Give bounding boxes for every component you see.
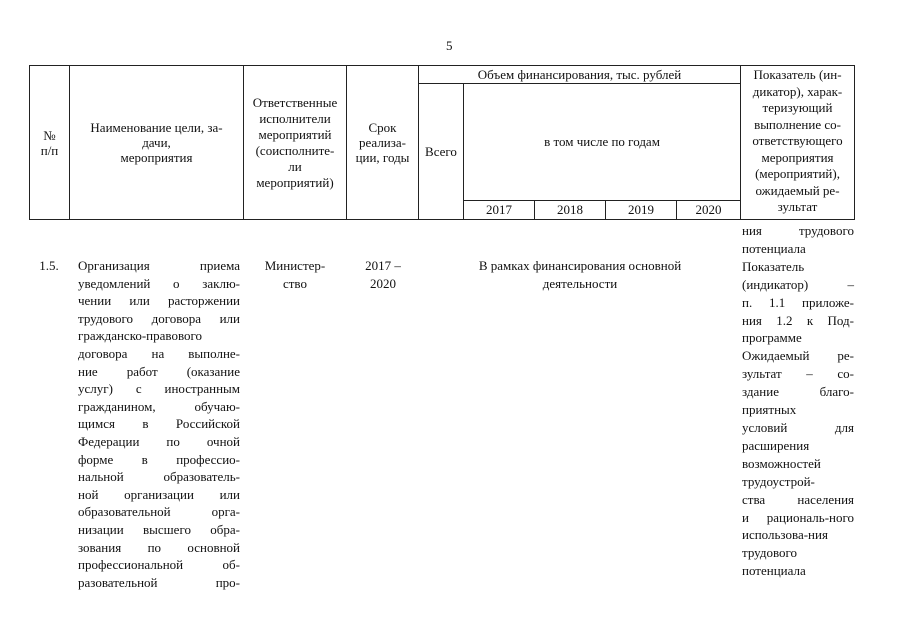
row-indicator: ния трудового потенциала Показатель (индикатор) – п. 1.1 приложе- ния 1.2 к Под- программе Ожидаемый ре- зультат – со- здание благо- приятных условий для расширения возможностей трудоустрой- ства населения и рациональ-ного использова-ния трудового потенциала xyxy=(742,223,854,579)
header-name: Наименование цели, за- дачи, мероприятия xyxy=(70,66,244,220)
header-executors: Ответственные исполнители мероприятий (соисполните- ли мероприятий) xyxy=(244,66,347,220)
table-header xyxy=(29,65,855,220)
row-term: 2017 – 2020 xyxy=(365,258,401,291)
row-financing: В рамках финансирования основной деятельности xyxy=(478,258,682,291)
row-executor: Министер- ство xyxy=(264,258,326,291)
header-total: Всего xyxy=(419,84,464,220)
row-number: 1.5. xyxy=(39,258,59,273)
header-by-years: в том числе по годам xyxy=(464,84,741,201)
page-number: 5 xyxy=(446,38,453,53)
header-term: Срок реализа- ции, годы xyxy=(347,66,419,220)
row-name: Организация приема уведомлений о заклю- чении или расторжении трудового договора или гражданско-правового договора на выполне- ние работ (оказание услуг) с иностранным гражданином, обучаю- щимся в Российской Федерации по очной форме в профессио- нальной образователь- ной организации или образовательной орга- низации высшего обра- зования по основной профессиональной об- разовательной про- xyxy=(78,258,240,590)
header-year-2020: 2020 xyxy=(677,200,741,220)
header-number: № п/п xyxy=(30,66,70,220)
header-year-2019: 2019 xyxy=(606,200,677,220)
header-year-2018: 2018 xyxy=(535,200,606,220)
header-financing: Объем финансирования, тыс. рублей xyxy=(419,66,741,84)
header-indicator: Показатель (ин- дикатор), харак- теризующий выполнение со- ответствующего мероприятия (мероприятий), ожидаемый ре- зультат xyxy=(741,66,855,220)
header-year-2017: 2017 xyxy=(464,200,535,220)
